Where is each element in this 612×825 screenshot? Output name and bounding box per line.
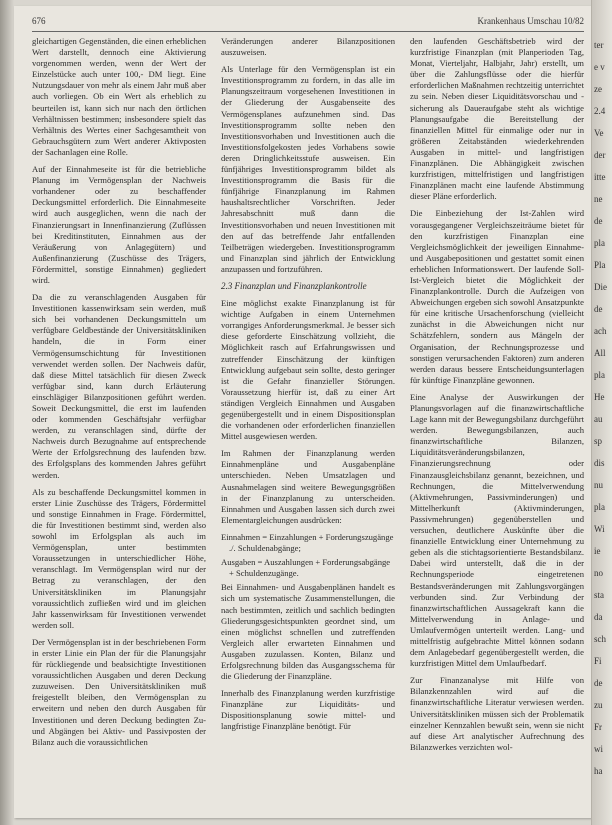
facing-page-fragment: Die	[594, 282, 607, 292]
facing-page-fragment: dis	[594, 458, 605, 468]
formula: Einnahmen = Einzahlungen + Forderungszugänge ./. Schuldenabgänge;	[221, 531, 394, 554]
facing-page-fragment: He	[594, 392, 605, 402]
facing-page-fragment: no	[594, 568, 603, 578]
paragraph: Die Einbeziehung der Ist-Zahlen wird vorausgegangener Vergleichszeiträume bietet für den kurzfristigen Finanzplan eine Vergleichsmöglichkeit der jeweiligen Einnahme- und Ausgabepositionen und gestattet somit einen erheblichen Informationswert. Der laufende Soll-Ist-Vergleich bietet die Möglichkeit der Finanzplankontrolle. Durch die Aufzeigen von Abweichungen ergeben sich sowohl Ansatzpunkte für eine kritische Ursachenforschung (vielleicht zunächst in die Abweichungen nicht nur Schätzfehlern, sondern aus Mängeln der Organisation, der Rechnungsprozesse und sonstigen verursachenden Faktoren) zum anderen werden daraus bessere Entscheidungsunterlagen für künftige Finanzpläne gewonnen.	[410, 208, 584, 385]
facing-page-fragment: pla	[594, 238, 605, 248]
facing-page-fragment: ach	[594, 326, 607, 336]
facing-page-fragment: zu	[594, 700, 603, 710]
binding-shadow	[0, 0, 14, 825]
paragraph: Der Vermögensplan ist in der beschriebenen Form in erster Linie ein Plan der für die Planungsjahr für rückliegende und beabsichtigte Investitionen voraussichtlichen Ausgaben und deren Deckung zuzuweisen. Den Universitätskliniken muß freigestellt bleiben, den Vermögensplan zu erweitern und neben den durch Ausgaben für Investitionen und deren Deckung bedingten Zu- und Abgängen bei Aktiv- und Passivposten der Bilanz auch die voraussichtlichen	[32, 636, 206, 747]
facing-page-fragment: All	[594, 348, 606, 358]
paragraph: Innerhalb des Finanzplanung werden kurzfristige Finanzpläne zur Liquiditäts- und Dispositionsplanung sowie mittel- und langfristige Finanzpläne benötigt. Für	[221, 688, 395, 732]
facing-page-fragment: ie	[594, 546, 601, 556]
paragraph: Im Rahmen der Finanzplanung werden Einnahmenpläne und Ausgabenpläne unterschieden. Neben Umsatzlagen und Ausnahmelagen sind weitere Bewegungsgrößen in der Finanzplanung zu unterscheiden. Einnahmen und Ausgaben lassen sich durch zwei Elementargleichungen ausdrücken:	[221, 448, 395, 525]
formula: Ausgaben = Auszahlungen + Forderungsabgänge + Schuldenzugänge.	[221, 557, 391, 579]
facing-page-edge	[591, 0, 612, 825]
facing-page-fragment: sch	[594, 634, 606, 644]
facing-page-fragment: da	[594, 612, 603, 622]
facing-page-fragment: ne	[594, 194, 603, 204]
facing-page-fragment: itte	[594, 172, 606, 182]
facing-page-fragment: nu	[594, 480, 603, 490]
paragraph: Als Unterlage für den Vermögensplan ist ein Investitionsprogramm zu fordern, in das alle im Planungszeitraum vorgesehenen Investitionen in der Gliederung der Ausgabenseite des Vermögensplanes aufzunehmen sind. Das Investitionsprogramm sollte neben den Investitionsvorhaben und Investitionen auch die Investitionsfolgekosten jedes Vorhabens sowie deren Dringlichkeitsstufe ausweisen. Ein fünfjähriges Investitionsprogramm bildet als Investitionsprogramm die Basis für die fünfjährige Finanzplanung im Rahmen haushaltsrechtlicher Vorschriften. Jeder Jahresabschnitt muß dann die Investitionsvorhaben und neuen Investitionen mit den auf das betreffende Jahr entfallenden Teilbeträgen wiedergeben. Investitionsprogramm und Finanzplan sind jährlich der Entwicklung anzupassen und fortzuführen.	[221, 64, 395, 274]
facing-page-fragment: 2.4	[594, 106, 606, 116]
facing-page-fragment: de	[594, 216, 603, 226]
paragraph: Eine Analyse der Auswirkungen der Planungsvorlagen auf die finanzwirtschaftliche Lage kann mit der Bewegungsbilanz durchgeführt werden. Bewegungsbilanzen, auch finanzwirtschaftliche Bilanzen, Liquiditätsveränderungsbilanzen, Finanzierungsrechnung oder Finanzausgleichsbilanz genannt, bezeichnen, und Rechnungen, die Mittelverwendung (Aktivmehrungen, Passivminderungen) und Mittelherkunft (Aktivminderungen, Passivmehrungen) gegenüberstellen und versuchen, deutlichere Auskünfte über die finanzielle Entwicklung einer Unternehmung zu geben als die stichtagsorientierte Bestandsbilanz. Dabei wird unterstellt, daß die in der Rechnungsperiode eingetretenen Bestandsveränderungen mit Zahlungsvorgängen verbunden sind. Zur Verbindung der finanzwirtschaftlichen Aussagekraft kann die Mittelverwendung in Anlage- und Umlaufvermögen unterteilt werden. Lang- und mittelfristig aufgebrachte Mittel können sodann dem Anlagebedarf gegenübergestellt werden, die kurzfristigen Mittel dem Umlaufbedarf.	[410, 391, 584, 669]
facing-page-fragment: Ve	[594, 128, 604, 138]
facing-page-fragment: Wi	[594, 524, 605, 534]
paragraph: Auf der Einnahmeseite ist für die betriebliche Planung im Vermögensplan der Nachweis vorhandener oder zu beschaffender Deckungsmittel erforderlich. Die Einnahmeseite wird auch ausgeglichen, wenn die nach der Finanzierungsart in Innenfinanzierung (Zuflüssen bei Kreditinstituten, Einnahmen aus der Veräußerung von Anlagegütern) und Außenfinanzierung (Zuschüsse des Trägers, Fördermittel, sonstige Einnahmen) gegliedert wird.	[32, 164, 206, 285]
facing-page-fragment: de	[594, 304, 603, 314]
facing-page-fragment: de	[594, 678, 603, 688]
facing-page-fragment: Fr	[594, 722, 603, 732]
text-column-2	[221, 36, 395, 739]
paragraph: Da die zu veranschlagenden Ausgaben für Investitionen kassenwirksam sein werden, muß sich bei vorhandenen Deckungsmitteln um verfügbare Geldbestände der Universitätskliniken handeln, die in Form einer Vermögensumschichtung für Investitionen verwendet werden sollen. Der Nachweis dafür, daß diese Mittel tatsächlich für diesen Zweck verfügbar sind, kann durch Erläuterung einschlägiger Bilanzpositionen geführt werden. Soweit Deckungsmittel, die erst im laufenden oder kommenden Geschäftsjahr verfügbar werden, zu veranschlagen sind, dürfte der Nachweis durch Bezugnahme auf entsprechende Werte der Erfolgsrechnung des laufenden bzw. des Erfolgsplans des kommenden Jahres geführt werden.	[32, 292, 206, 480]
text-column-3	[410, 36, 584, 759]
paragraph: Zur Finanzanalyse mit Hilfe von Bilanzkennzahlen wird auf die finanzwirtschaftliche Literatur verwiesen werden. Universitätskliniken müssen sich der Problematik einzelner Kennzahlen bewußt sein, wenn sie nicht auf diese Art analytischer Aufrechnung des Bilanzwerkes verzichten wol-	[410, 675, 584, 752]
facing-page-fragment: Fi	[594, 656, 602, 666]
facing-page-fragment: ha	[594, 766, 603, 776]
paragraph: Bei Einnahmen- und Ausgabenplänen handelt es sich um systematische Zusammenstellungen, die nach bestimmten, zeitlich und sachlich bedingten Gliederungsgesichtspunkten geordnet sind, um einen möglichst schnellen und zutreffenden Vergleich aller erwarteten Einnahmen und Ausgaben zuzulassen. Konten, Bilanz und Erfolgsrechnung bilden das Ausgangsschema für die Gliederung der Finanzpläne.	[221, 582, 395, 682]
paragraph: den laufenden Geschäftsbetrieb wird der kurzfristige Finanzplan (mit Planperioden Tag, Monat, Vierteljahr, Halbjahr, Jahr) erstellt, um über die Zahlungsflüsse oder die hierfür erforderlichen Maßnahmen rechtzeitig unterrichtet zu sein. Neben dieser Liquiditätsvorschau und -sicherung als Daueraufgabe steht als wichtige Planungsaufgabe die Bereitstellung der finanziellen Mittel für einmalige oder nur in größeren Zeitabständen wiederkehrenden Ausgaben in mittel- und langfristigen Finanzplänen. Die Abhängigkeit zwischen kurzfristigen, mittelfristigen und langfristigen Finanzplänen macht eine laufende Abstimmung dieser Pläne erforderlich.	[410, 36, 584, 202]
header-rule	[32, 31, 584, 32]
facing-page-fragment: au	[594, 414, 603, 424]
facing-page-fragment: Pla	[594, 260, 606, 270]
facing-page-fragment: ze	[594, 84, 602, 94]
text-column-1	[32, 36, 206, 754]
document-page	[14, 6, 592, 818]
paragraph: Als zu beschaffende Deckungsmittel kommen in erster Linie Zuschüsse des Trägers, Fördermittel und sonstige Einnahmen in Frage. Fördermittel, die für Investitionen bestimmt sind, werden also sowohl im Erfolgsplan als auch im Vermögensplan, unter bestimmten Voraussetzungen in unterschiedlicher Höhe, veranschlagt. Im Vermögensplan wird nur der Betrag zu veranschlagen, der den Universitätskliniken im Planungsjahr voraussichtlich zufließen wird und im gleichen Jahr kassenwirksam für Investitionen verwendet werden soll.	[32, 486, 206, 630]
section-heading: 2.3 Finanzplan und Finanzplankontrolle	[221, 280, 367, 291]
facing-page-fragment: wi	[594, 744, 603, 754]
page-number: 676	[32, 16, 46, 26]
facing-page-fragment: ter	[594, 40, 604, 50]
facing-page-fragment: e v	[594, 62, 605, 72]
page-header	[32, 16, 584, 30]
facing-page-fragment: sta	[594, 590, 604, 600]
facing-page-fragment: sp	[594, 436, 603, 446]
paragraph: Veränderungen anderer Bilanzpositionen auszuweisen.	[221, 36, 395, 58]
facing-page-fragment: pla	[594, 370, 605, 380]
running-title: Krankenhaus Umschau 10/82	[477, 16, 584, 26]
facing-page-fragment: der	[594, 150, 606, 160]
paragraph: Eine möglichst exakte Finanzplanung ist für wichtige Aufgaben in einem Unternehmen vorrangiges Anforderungsmerkmal. Je besser sich diese geforderte Einschätzung vollzieht, die Möglichkeit rasch auf Erfahrungswissen und zutreffender Einschätzung der künftigen Entwicklung aufgebaut sein sollte, desto geringer ist die Gefahr finanzieller Störungen. Voraussetzung hierfür ist, daß zu einer Art ständigen Vergleich Einnahmen und Ausgaben gegenübergestellt und in einem Dispositionsplan die vorhandenen oder erforderlichen finanziellen Mittel ausgewiesen werden.	[221, 298, 395, 442]
paragraph: gleichartigen Gegenständen, die einen erheblichen Wert darstellt, dennoch eine Aktivierung vorgenommen werden, wenn der Wert der Einzelstücke auch unter 100,- DM liegt. Eine Nutzungsdauer von mehr als einem Jahr muß aber auch vorliegen. Ob ein Wert als erheblich zu beurteilen ist, kann sich nur nach den örtlichen Verhältnissen bestimmen; insbesondere spielt das Verhältnis des Wertes einer Sachgesamtheit von Gebrauchsgütern zum Wert anderer Aktivposten der Sachanlagen eine Rolle.	[32, 36, 206, 157]
facing-page-fragment: pla	[594, 502, 605, 512]
